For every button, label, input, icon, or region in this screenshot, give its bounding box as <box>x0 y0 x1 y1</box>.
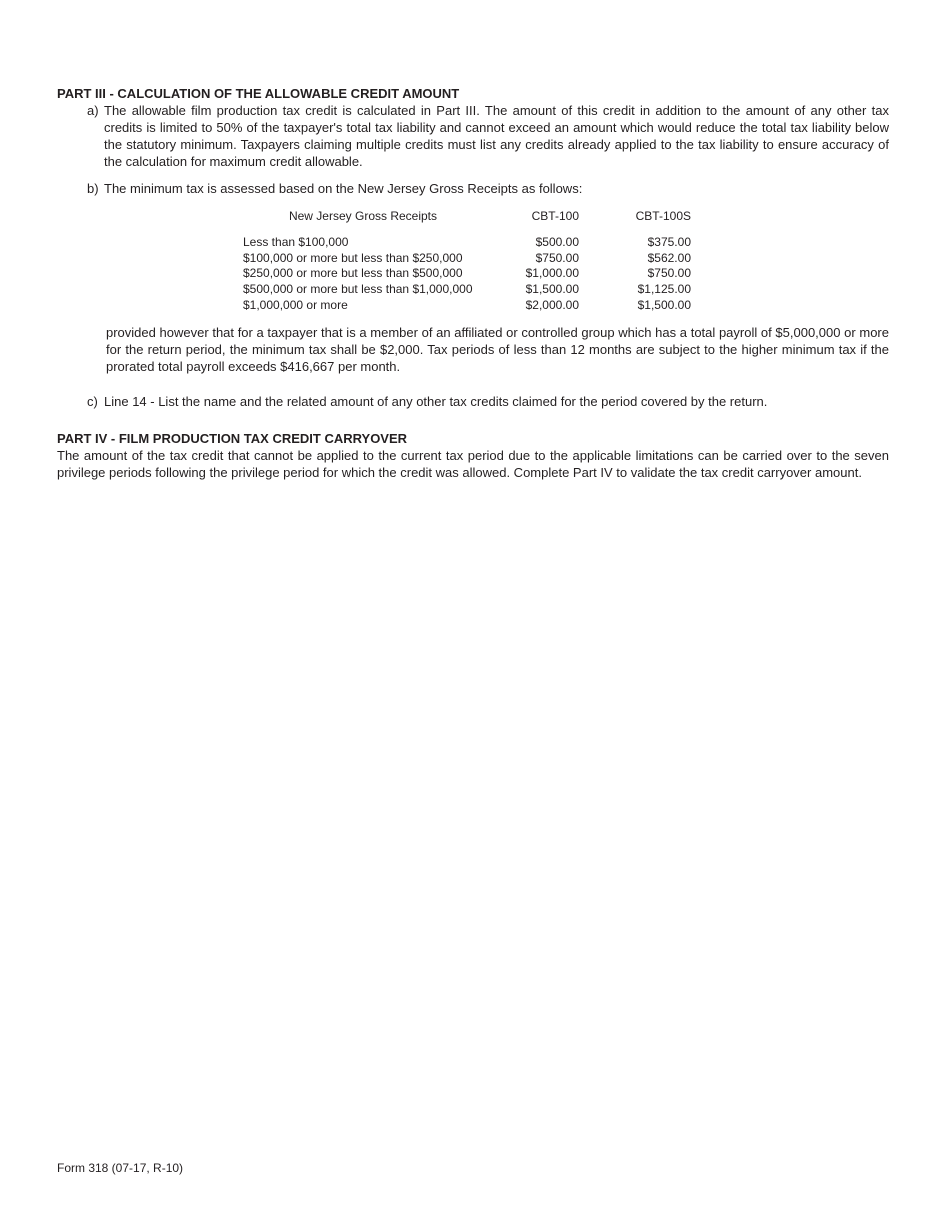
receipts-cell: $1,000,000 or more <box>243 297 348 312</box>
table-row <box>243 235 691 251</box>
group-payroll-proviso: provided however that for a taxpayer that is a member of an affiliated or controlled group which has a total payroll of $5,000,000 or more for the return period, the minimum tax shall be $2,000. Tax periods of less than 12 months are subject to the higher minimum tax if the prorated total payroll exceeds $416,667 per month. <box>106 324 889 374</box>
part4-title: PART IV - FILM PRODUCTION TAX CREDIT CARRYOVER <box>57 430 408 446</box>
part3-item-c <box>57 393 889 410</box>
cbt100s-cell: $750.00 <box>647 266 691 281</box>
part3-title: PART III - CALCULATION OF THE ALLOWABLE CREDIT AMOUNT <box>57 86 460 101</box>
table-row <box>243 282 691 298</box>
item-c-label: c) <box>87 393 98 409</box>
cbt100-cell: $750.00 <box>535 250 579 265</box>
item-b-label: b) <box>87 181 99 196</box>
cbt100s-cell: $562.00 <box>647 250 691 265</box>
cbt100-cell: $500.00 <box>535 234 579 249</box>
part4-text: The amount of the tax credit that cannot be applied to the current tax period due to the applicable limitations can be carried over to the seven privilege periods following the privilege period for which the credit was allowed. Complete Part IV to validate the tax credit carryover amount. <box>57 447 889 480</box>
cbt100-cell: $2,000.00 <box>525 297 579 312</box>
table-header-row <box>243 209 691 235</box>
receipts-cell: $250,000 or more but less than $500,000 <box>243 266 463 281</box>
part4-section <box>57 430 889 481</box>
table-row <box>243 298 691 314</box>
receipts-cell: $100,000 or more but less than $250,000 <box>243 250 463 265</box>
header-cbt100: CBT-100 <box>531 209 579 223</box>
header-cbt100s: CBT-100S <box>635 209 691 223</box>
table-row <box>243 251 691 267</box>
form-footer: Form 318 (07-17, R-10) <box>57 1161 184 1175</box>
receipts-cell: $500,000 or more but less than $1,000,000 <box>243 282 473 297</box>
cbt100s-cell: $375.00 <box>647 234 691 249</box>
item-b-text: The minimum tax is assessed based on the New Jersey Gross Receipts as follows: <box>104 181 583 196</box>
cbt100-cell: $1,500.00 <box>525 282 579 297</box>
instructions-page <box>57 85 889 481</box>
part3-item-b <box>57 180 889 197</box>
table-row <box>243 266 691 282</box>
part3-item-a <box>57 102 889 170</box>
cbt100s-cell: $1,125.00 <box>637 282 691 297</box>
minimum-tax-table <box>243 209 691 314</box>
receipts-cell: Less than $100,000 <box>243 234 349 249</box>
item-c-text: Line 14 - List the name and the related amount of any other tax credits claimed for the period covered by the return. <box>104 393 768 409</box>
item-a-text: The allowable film production tax credit is calculated in Part III. The amount of this credit in addition to the amount of any other tax credits is limited to 50% of the taxpayer's total tax liability and cannot exceed an amount which would reduce the total tax liability below the statutory minimum. Taxpayers claiming multiple credits must list any credits already applied to the tax liability to ensure accuracy of the calculation for maximum credit allowable. <box>104 103 889 169</box>
cbt100-cell: $1,000.00 <box>525 266 579 281</box>
item-a-label: a) <box>87 103 99 118</box>
cbt100s-cell: $1,500.00 <box>637 297 691 312</box>
header-gross-receipts: New Jersey Gross Receipts <box>288 209 438 223</box>
